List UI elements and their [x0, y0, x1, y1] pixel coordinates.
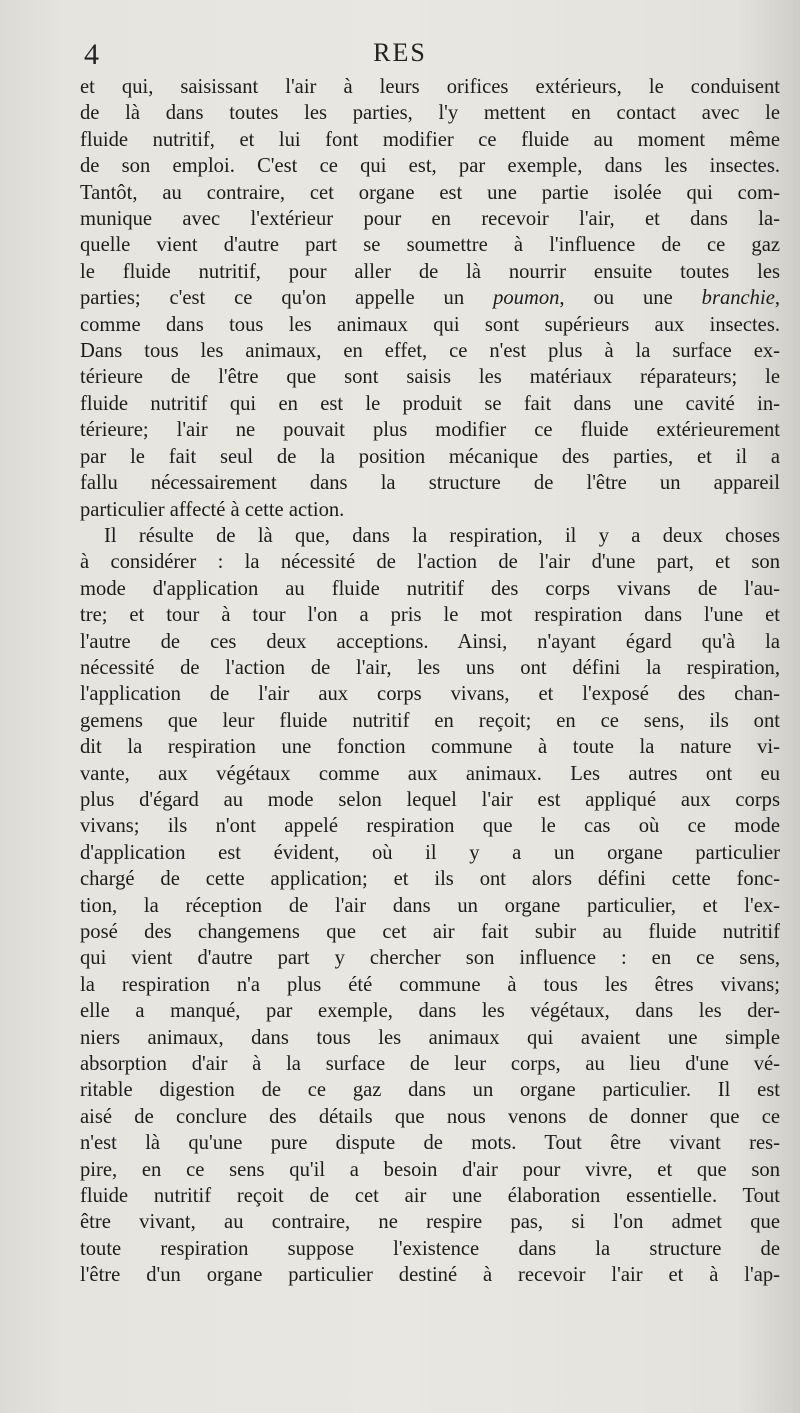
text-line: comme dans tous les animaux qui sont supérieurs aux insectes. — [80, 313, 780, 336]
text-line: la respiration n'a plus été commune à tous les êtres vivans; — [80, 973, 780, 996]
text-line: Tantôt, au contraire, cet organe est une partie isolée qui com- — [80, 181, 780, 204]
text-line: de là dans toutes les parties, l'y mettent en contact avec le — [80, 102, 780, 125]
text-line: n'est là qu'une pure dispute de mots. Tout être vivant res- — [80, 1132, 780, 1155]
text-line: ritable digestion de ce gaz dans un organe particulier. Il est — [80, 1079, 780, 1102]
text-line: absorption d'air à la surface de leur corps, au lieu d'une vé- — [80, 1053, 780, 1076]
text-line: vante, aux végétaux comme aux animaux. Les autres ont eu — [80, 762, 780, 785]
text-line: de son emploi. C'est ce qui est, par exemple, dans les insectes. — [80, 155, 780, 178]
text-line: par le fait seul de la position mécanique des parties, et il a — [80, 445, 780, 468]
text-line: mode d'application au fluide nutritif des corps vivans de l'au- — [80, 577, 780, 600]
text-line: fluide nutritif reçoit de cet air une élaboration essentielle. Tout — [80, 1185, 780, 1208]
emphasis-branchie: branchie — [701, 287, 775, 310]
page-number: 4 — [84, 38, 99, 71]
body-text — [80, 74, 780, 1289]
running-head: RES — [373, 38, 427, 67]
emphasis-poumon: poumon — [493, 287, 560, 310]
text-line: être vivant, au contraire, ne respire pas, si l'on admet que — [80, 1211, 780, 1234]
text-line: l'application de l'air aux corps vivans, et l'exposé des chan- — [80, 683, 780, 706]
text-line: pire, en ce sens qu'il a besoin d'air pour vivre, et que son — [80, 1158, 780, 1181]
text-line: fallu nécessairement dans la structure de l'être un appareil — [80, 472, 780, 495]
text-line: vivans; ils n'ont appelé respiration que le cas où ce mode — [80, 815, 780, 838]
text-line: le fluide nutritif, pour aller de là nourrir ensuite toutes les — [80, 260, 780, 283]
text-line: térieure de l'être que sont saisis les matériaux réparateurs; le — [80, 366, 780, 389]
text-line: Dans tous les animaux, en effet, ce n'est plus à la surface ex- — [80, 340, 780, 363]
text-line: à considérer : la nécessité de l'action de l'air d'une part, et son — [80, 551, 780, 574]
text-line: quelle vient d'autre part se soumettre à l'influence de ce gaz — [80, 234, 780, 257]
text-line: l'autre de ces deux acceptions. Ainsi, n'ayant égard qu'à la — [80, 630, 780, 653]
text-line: tion, la réception de l'air dans un organe particulier, et l'ex- — [80, 894, 780, 917]
text-line: parties; c'est ce qu'on appelle un poumon, ou une branchie, — [80, 287, 781, 310]
text-line: posé des changemens que cet air fait subir au fluide nutritif — [80, 921, 780, 943]
text-line: tre; et tour à tour l'on a pris le mot respiration dans l'une et — [80, 604, 780, 627]
text-line: Il résulte de là que, dans la respiration, il y a deux choses — [104, 524, 780, 547]
text-line: l'être d'un organe particulier destiné à recevoir l'air et à l'ap- — [80, 1264, 780, 1287]
text-line: aisé de conclure des détails que nous venons de donner que ce — [80, 1105, 780, 1128]
text-line: et qui, saisissant l'air à leurs orifices extérieurs, le conduisent — [80, 76, 780, 98]
text-line: térieure; l'air ne pouvait plus modifier ce fluide extérieurement — [80, 419, 780, 442]
text-line: toute respiration suppose l'existence dans la structure de — [80, 1237, 780, 1260]
text-line: dit la respiration une fonction commune à toute la nature vi- — [80, 736, 780, 759]
text-line: nécessité de l'action de l'air, les uns ont défini la respiration, — [80, 656, 780, 679]
text-line: niers animaux, dans tous les animaux qui avaient une simple — [80, 1026, 780, 1049]
text-line: munique avec l'extérieur pour en recevoir l'air, et dans la- — [80, 208, 780, 231]
text-line: gemens que leur fluide nutritif en reçoit; en ce sens, ils ont — [80, 709, 780, 732]
text-line: plus d'égard au mode selon lequel l'air est appliqué aux corps — [80, 788, 780, 811]
text-line: fluide nutritif, et lui font modifier ce fluide au moment même — [80, 128, 780, 151]
text-line: d'application est évident, où il y a un organe particulier — [80, 841, 780, 864]
text-line: particulier affecté à cette action. — [80, 498, 345, 521]
text-line: elle a manqué, par exemple, dans les végétaux, dans les der- — [80, 1000, 780, 1023]
text-line: fluide nutritif qui en est le produit se fait dans une cavité in- — [80, 392, 780, 415]
text-line: qui vient d'autre part y chercher son influence : en ce sens, — [80, 947, 780, 970]
text-line: chargé de cette application; et ils ont alors défini cette fonc- — [80, 868, 780, 891]
